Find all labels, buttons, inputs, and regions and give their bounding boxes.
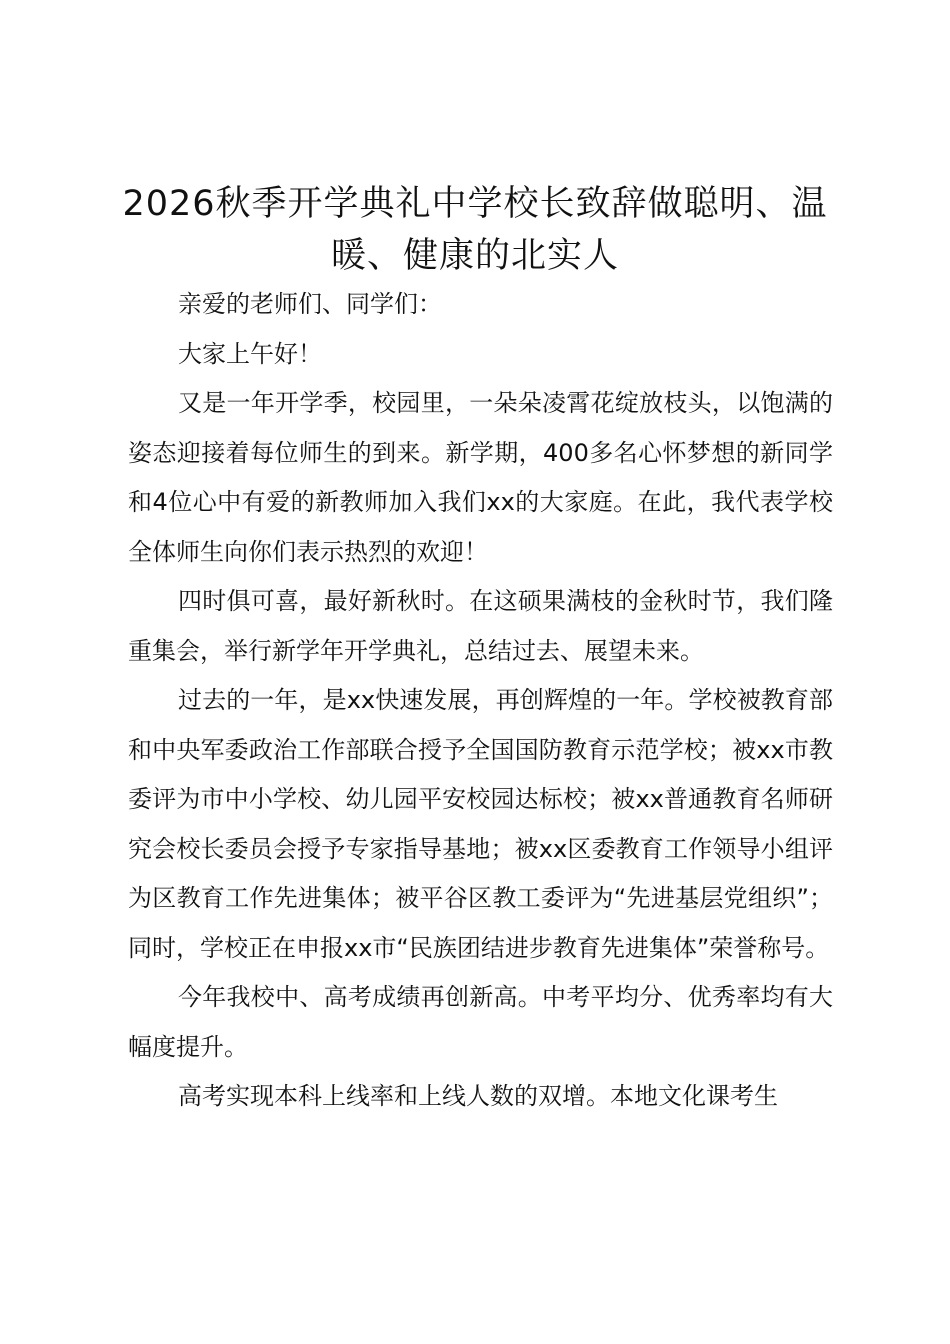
paragraph-salutation: 亲爱的老师们、同学们： xyxy=(178,290,442,318)
document-body xyxy=(128,280,833,1122)
paragraph-autumn: 四时俱可喜，最好新秋时。在这硕果满枝的金秋时节，我们隆重集会，举行新学年开学典礼，总结过去、展望未来。 xyxy=(128,587,833,665)
paragraph-achievements: 过去的一年，是xx快速发展，再创辉煌的一年。学校被教育部和中央军委政治工作部联合授予全国国防教育示范学校；被xx市教委评为市中小学校、幼儿园平安校园达标校；被xx普通教育名师研究会校长委员会授予专家指导基地；被xx区委教育工作领导小组评为区教育工作先进集体；被平谷区教工委评为“先进基层党组织”；同时，学校正在申报xx市“民族团结进步教育先进集体”荣誉称号。 xyxy=(128,686,833,962)
document-title: 2026秋季开学典礼中学校长致辞做聪明、温暖、健康的北实人 xyxy=(122,184,828,276)
paragraph-greeting: 大家上午好！ xyxy=(178,339,322,368)
paragraph-college-entrance: 高考实现本科上线率和上线人数的双增。本地文化课考生 xyxy=(178,1082,778,1110)
paragraph-welcome: 又是一年开学季，校园里，一朵朵凌霄花绽放枝头，以饱满的姿态迎接着每位师生的到来。新学期，400多名心怀梦想的新同学和4位心中有爱的新教师加入我们xx的大家庭。在此，我代表学校全体师生向你们表示热烈的欢迎！ xyxy=(128,389,833,566)
paragraph-exam-results: 今年我校中、高考成绩再创新高。中考平均分、优秀率均有大幅度提升。 xyxy=(128,983,833,1061)
